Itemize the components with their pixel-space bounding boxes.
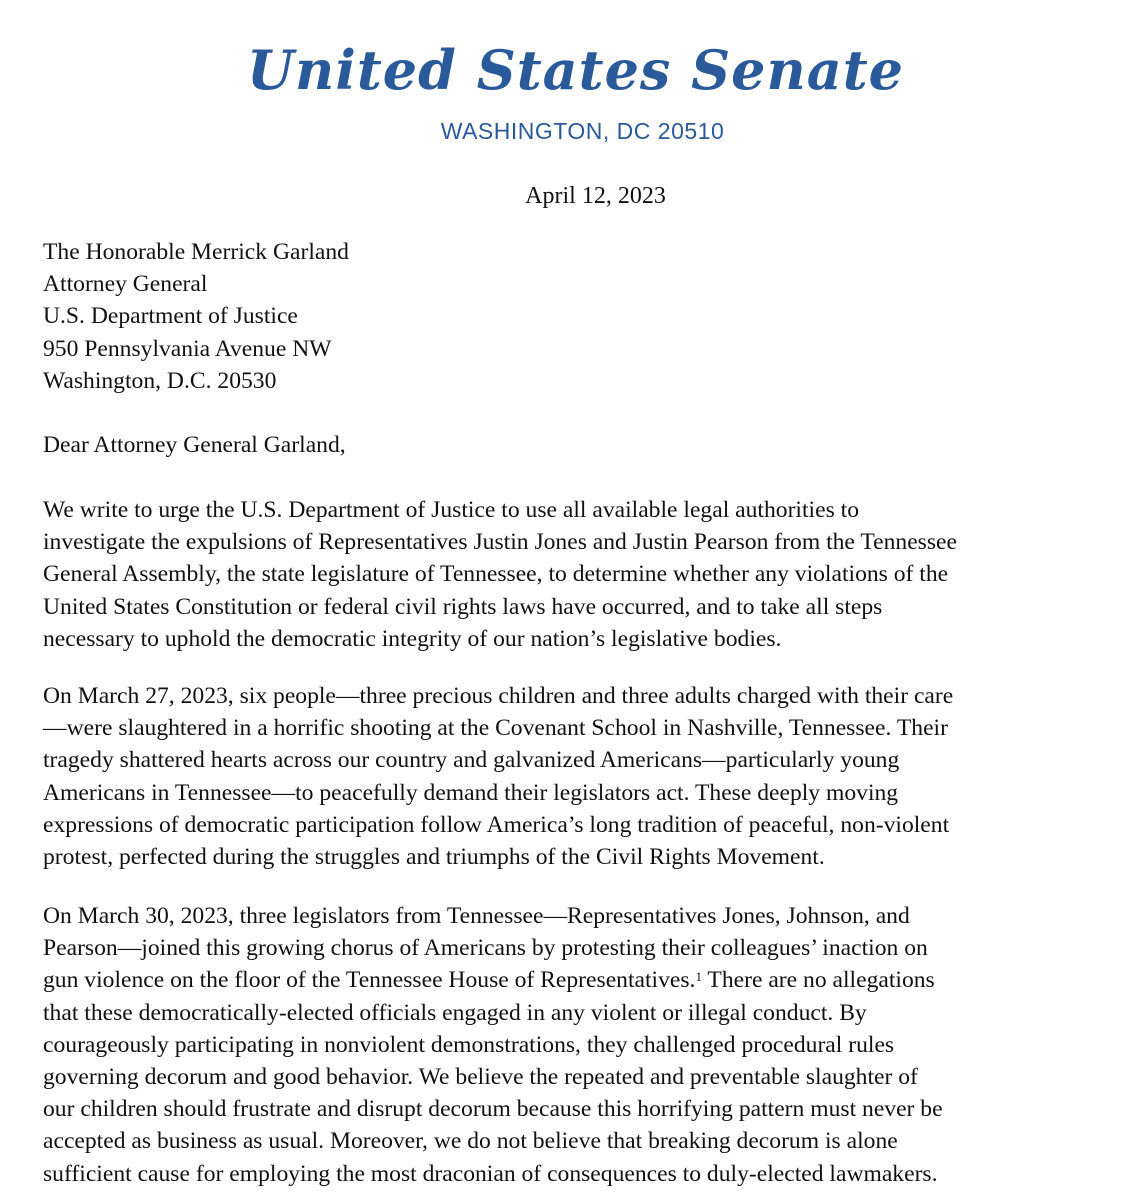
paragraph-line: On March 27, 2023, six people—three precious children and three adults charged with their care xyxy=(43,683,954,709)
address-line: 950 Pennsylvania Avenue NW xyxy=(43,335,332,362)
address-line: The Honorable Merrick Garland xyxy=(43,239,349,265)
paragraph-line: accepted as business as usual. Moreover, we do not believe that breaking decorum is alone xyxy=(43,1128,898,1155)
senate-title: United States Senate xyxy=(246,38,905,102)
address-line: Washington, D.C. 20530 xyxy=(43,367,277,394)
paragraph-line: sufficient cause for employing the most draconian of consequences to duly-elected lawmakers. xyxy=(43,1160,938,1187)
paragraph-1 xyxy=(43,494,1113,655)
paragraph-line: Pearson—joined this growing chorus of Americans by protesting their colleagues’ inaction on xyxy=(43,935,928,962)
paragraph-line-text: There are no allegations xyxy=(701,967,935,994)
paragraph-line: expressions of democratic participation follow America’s long tradition of peaceful, non-violent xyxy=(43,811,950,838)
paragraph-line: United States Constitution or federal civil rights laws have occurred, and to take all steps xyxy=(43,593,883,620)
address-line: U.S. Department of Justice xyxy=(43,303,298,330)
paragraph-line: necessary to uphold the democratic integrity of our nation’s legislative bodies. xyxy=(43,625,782,652)
paragraph-line: our children should frustrate and disrupt decorum because this horrifying pattern must never be xyxy=(43,1096,943,1123)
paragraph-line: —were slaughtered in a horrific shooting at the Covenant School in Nashville, Tennessee. Their xyxy=(43,715,948,742)
paragraph-line: tragedy shattered hearts across our country and galvanized Americans—particularly young xyxy=(43,747,900,774)
footnote-mark[interactable]: 1 xyxy=(695,969,702,985)
senate-address: WASHINGTON, DC 20510 xyxy=(440,118,725,144)
paragraph-line-text: gun violence on the floor of the Tennessee House of Representatives. xyxy=(43,967,696,994)
recipient-address xyxy=(43,236,1113,397)
salutation: Dear Attorney General Garland, xyxy=(43,432,346,458)
letter-date: April 12, 2023 xyxy=(525,183,666,209)
paragraph-line-with-footnote xyxy=(43,964,1113,996)
paragraph-line: Americans in Tennessee—to peacefully demand their legislators act. These deeply moving xyxy=(43,779,899,806)
paragraph-3 xyxy=(43,900,1113,1190)
paragraph-2 xyxy=(43,680,1113,873)
paragraph-line: courageously participating in nonviolent demonstrations, they challenged procedural rules xyxy=(43,1031,895,1058)
paragraph-line: General Assembly, the state legislature of Tennessee, to determine whether any violations of the xyxy=(43,561,949,588)
paragraph-line: protest, perfected during the struggles and triumphs of the Civil Rights Movement. xyxy=(43,844,825,871)
paragraph-line: On March 30, 2023, three legislators from Tennessee—Representatives Jones, Johnson, and xyxy=(43,903,910,929)
paragraph-line: governing decorum and good behavior. We believe the repeated and preventable slaughter of xyxy=(43,1064,918,1091)
letterhead xyxy=(0,38,1131,145)
paragraph-line: that these democratically-elected officials engaged in any violent or illegal conduct. By xyxy=(43,999,867,1026)
address-line: Attorney General xyxy=(43,271,208,298)
paragraph-line: We write to urge the U.S. Department of Justice to use all available legal authorities to xyxy=(43,497,859,523)
paragraph-line: investigate the expulsions of Representatives Justin Jones and Justin Pearson from the Tennessee xyxy=(43,529,957,556)
